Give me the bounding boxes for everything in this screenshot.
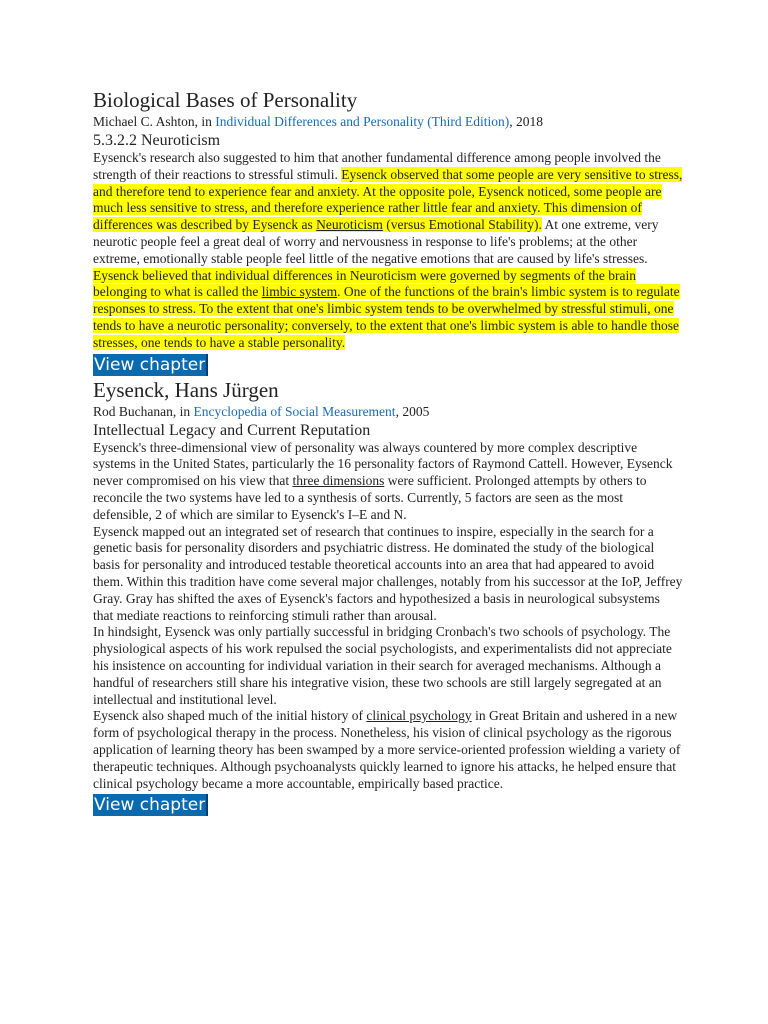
source-link[interactable]: Encyclopedia of Social Measurement: [193, 403, 396, 419]
section-subtitle: 5.3.2.2 Neuroticism: [93, 132, 221, 149]
paragraph: [93, 150, 683, 268]
source-link[interactable]: Individual Differences and Personality (Third Edition): [215, 114, 510, 129]
paragraph: In hindsight, Eysenck was only partially successful in bridging Cronbach's two schools of psychology. The physiological aspects of his work repulsed the social psychologists, and experimentalists did not appreciate his insistence on accounting for individual variation in their search for averaged mechanisms. Although a handful of researchers still share his integrative vision, these two schools are still largely segregated at an intellectual and institutional level.: [93, 624, 672, 707]
paragraph: [93, 268, 683, 352]
paragraph-text: Eysenck also shaped much of the initial history of: [93, 708, 367, 724]
neuroticism-link[interactable]: Neuroticism: [316, 217, 383, 233]
highlighted-text: . One of the functions of the brain's limbic system is to regulate responses to stress. To the extent that one's limbic system tends to be overwhelmed by stressful stimuli, one tends to have a neurotic personality; conversely, to the extent that one's limbic system is able to handle those stresses, one tends to have a stable personality.: [93, 284, 680, 350]
author: Michael C. Ashton, in: [93, 114, 216, 129]
byline: [93, 114, 683, 130]
highlighted-text: (versus Emotional Stability).: [382, 217, 542, 233]
paragraph-text: Eysenck's three-dimensional view of personality was always countered by more complex descriptive systems in the United States, particularly the 16 personality factors of Raymond Cattell. However, Eysenck never compromised on his view that: [93, 439, 673, 489]
author: Rod Buchanan, in: [93, 403, 194, 419]
article-section-eysenck: [93, 378, 683, 817]
document-page: [93, 88, 683, 816]
paragraph: Eysenck mapped out an integrated set of research that continues to inspire, especially in the search for a genetic basis for personality disorders and psychiatric distress. He dominated the study of the biological basis for personality and introduced testable theoretical accounts into an area that had appeared to avoid them. Within this tradition have come several major challenges, notably from his successor at the IoP, Jeffrey Gray. Gray has shifted the axes of Eysenck's factors and hypothesized a basis in neurological subsystems that mediate reactions to reinforcing stimuli rather than arousal.: [93, 523, 683, 623]
view-chapter-button[interactable]: View chapter: [93, 354, 208, 376]
paragraph: [93, 440, 683, 524]
paragraph-text: Eysenck's research also suggested to him that another fundamental difference among people involved the strength of their reactions to stressful stimuli.: [93, 150, 661, 182]
view-chapter-button[interactable]: View chapter: [93, 794, 208, 816]
section-title: Biological Bases of Personality: [93, 88, 358, 112]
clinical-psychology-link[interactable]: clinical psychology: [366, 708, 472, 724]
highlighted-text: Eysenck believed that individual differences in Neuroticism were governed by segments of the brain belonging to what is called the: [93, 267, 636, 300]
paragraph: [93, 708, 683, 792]
limbic-system-link[interactable]: limbic system: [261, 284, 338, 300]
article-section-neuroticism: [93, 88, 683, 376]
three-dimensions-link[interactable]: three dimensions: [292, 473, 385, 489]
paragraph-text: At one extreme, very neurotic people feel a great deal of worry and nervousness in response to life's problems; at the other extreme, emotionally stable people feel little of the negative emotions that are caused by life's stresses.: [93, 217, 659, 266]
section-title: Eysenck, Hans Jürgen: [93, 377, 279, 402]
year: , 2005: [395, 403, 430, 419]
section-subtitle: Intellectual Legacy and Current Reputation: [93, 421, 371, 439]
paragraph-text: were sufficient. Prolonged attempts by others to reconcile the two systems have led to a synthesis of sorts. Currently, 5 factors are seen as the most defensible, 2 of which are similar to Eysenck's I–E and N.: [93, 473, 647, 522]
year: , 2018: [509, 114, 544, 129]
paragraph-text: in Great Britain and ushered in a new form of psychological therapy in the process. Nonetheless, his vision of clinical psychology as the rigorous application of learning theory has been swamped by a more service-oriented profession wielding a variety of therapeutic techniques. Although psychoanalysts quickly learned to ignore his attacks, he helped ensure that clinical psychology became a more accountable, empirically based practice.: [93, 708, 681, 791]
byline: [93, 404, 683, 420]
highlighted-text: Eysenck observed that some people are very sensitive to stress, and therefore tend to experience fear and anxiety. At the opposite pole, Eysenck noticed, some people are much less sensitive to stress, and therefore experience rather little fear and anxiety. This dimension of differences was described by Eysenck as: [93, 166, 683, 233]
